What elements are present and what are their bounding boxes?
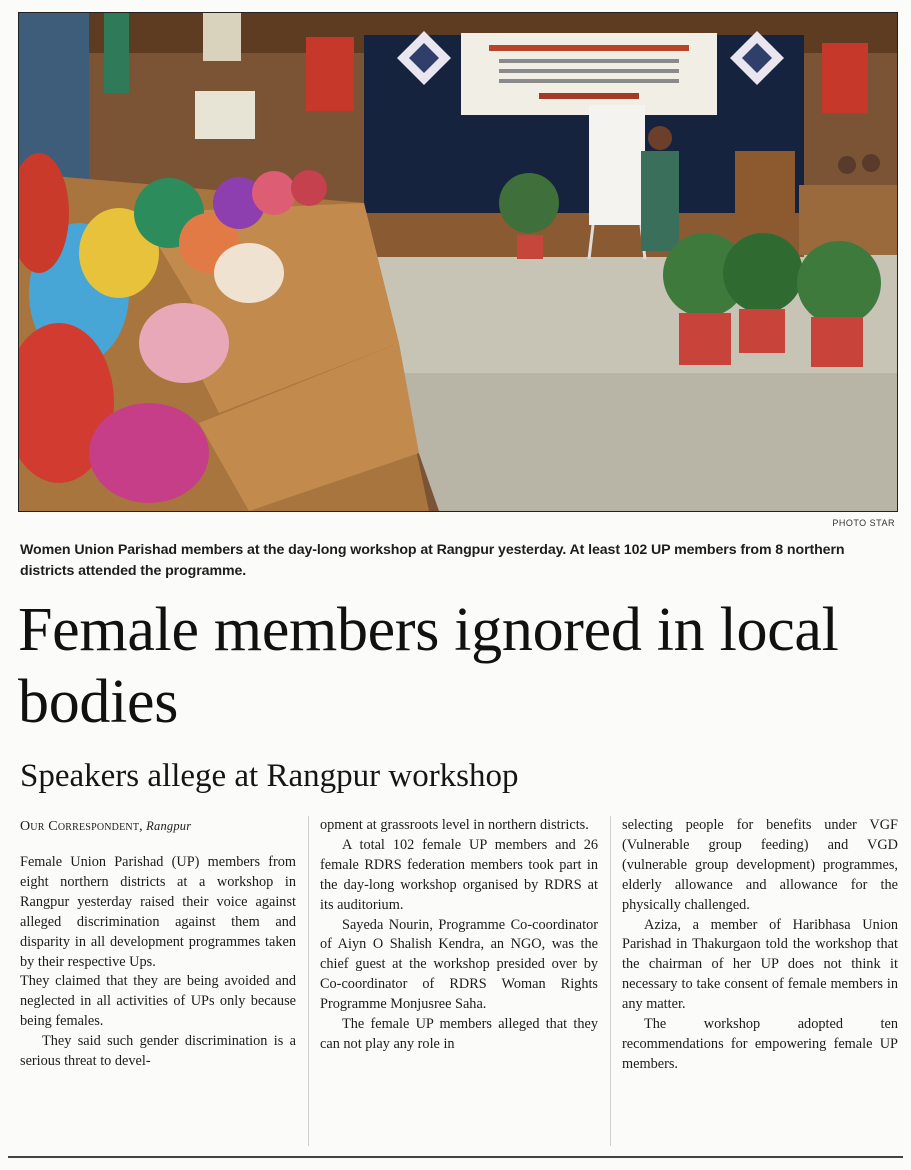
paragraph: opment at grassroots level in northern districts.	[320, 817, 589, 833]
workshop-photo-illustration	[19, 13, 897, 511]
paragraph: Female Union Parishad (UP) members from eight northern districts at a workshop in Rangpur yesterday raised their voice against alleged discrimination against them and disparity in all development programmes taken by their respective Ups.	[20, 854, 296, 970]
subheadline: Speakers allege at Rangpur workshop	[20, 758, 519, 794]
byline	[20, 816, 296, 837]
paragraph: They said such gender discrimination is a serious threat to devel-	[20, 1033, 296, 1070]
workshop-photo	[18, 12, 898, 512]
paragraph: The workshop adopted ten recommendations for empowering female UP members.	[622, 1016, 898, 1072]
column-divider	[308, 816, 309, 1146]
paragraph: selecting people for benefits under VGF (Vulnerable group feeding) and VGD (vulnerable group development) programmes, elderly allowance and allowance for the physically challenged.	[622, 817, 898, 913]
byline-place: Rangpur	[146, 819, 192, 833]
paragraph: Aziza, a member of Haribhasa Union Parishad in Thakurgaon told the workshop that the chairman of her UP does not think it necessary to take consent of female members in any matter.	[622, 916, 898, 1013]
photo-credit: PHOTO STAR	[832, 518, 895, 528]
bottom-rule	[8, 1156, 903, 1158]
article-column-2	[320, 816, 598, 1055]
headline: Female members ignored in local bodies	[18, 596, 839, 736]
article-column-3	[622, 816, 898, 1075]
photo-caption: Women Union Parishad members at the day-long workshop at Rangpur yesterday. At least 102 UP members from 8 northern districts attended the programme.	[20, 542, 845, 579]
paragraph: A total 102 female UP members and 26 female RDRS federation members took part in the day-long workshop organised by RDRS at its auditorium.	[320, 836, 598, 913]
column-divider	[610, 816, 611, 1146]
paragraph: Sayeda Nourin, Programme Co-coordinator of Aiyn O Shalish Kendra, an NGO, was the chief guest at the workshop presided over by Co-coordinator of RDRS Woman Rights Programme Monjusree Saha.	[320, 916, 598, 1013]
paragraph: They claimed that they are being avoided and neglected in all activities of UPs only because being females.	[20, 973, 296, 1030]
byline-name: Our Correspondent,	[20, 819, 143, 834]
article-column-1	[20, 816, 296, 1072]
paragraph: The female UP members alleged that they can not play any role in	[320, 1016, 598, 1052]
